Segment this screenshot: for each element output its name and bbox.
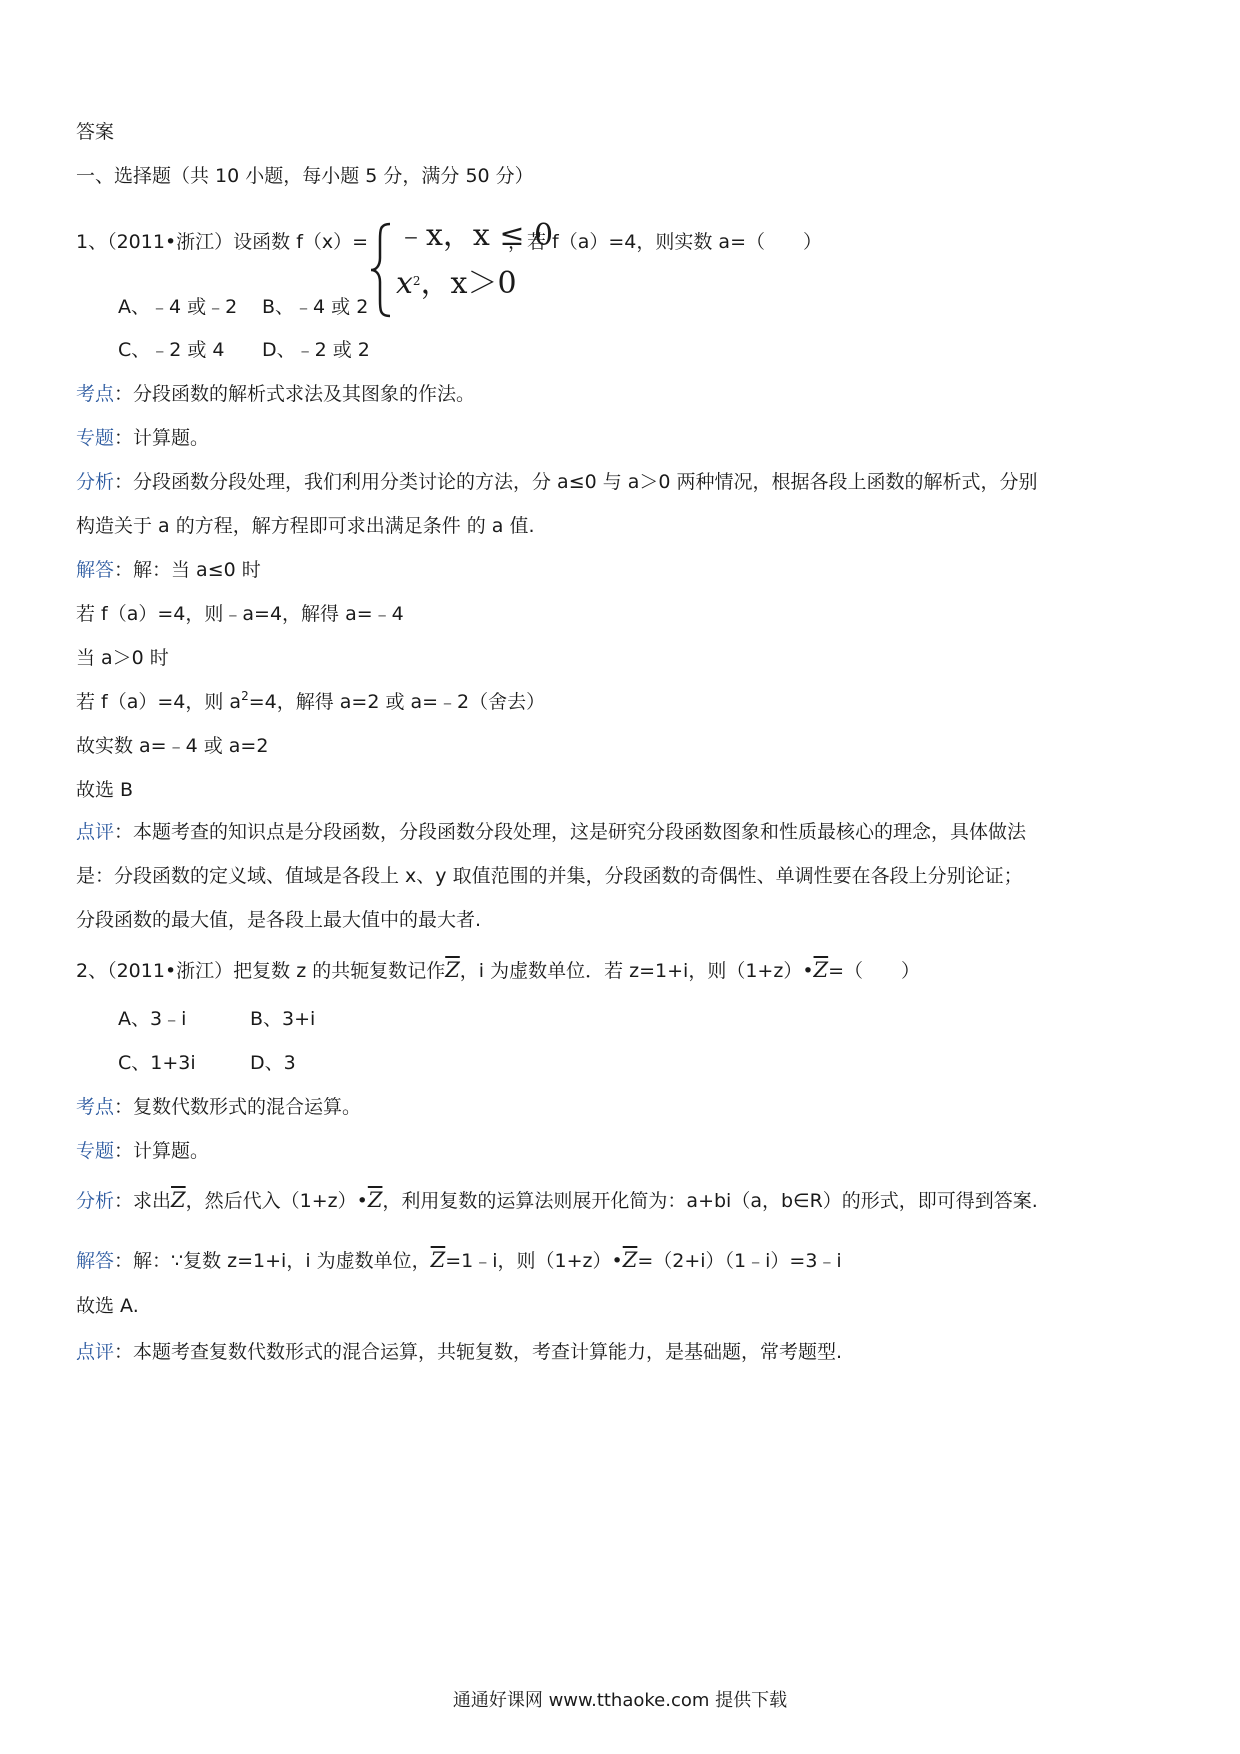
q1-step-1: 若 f（a）=4，则﹣a=4，解得 a=﹣4 [76,603,404,625]
q1-dianping-line2: 是：分段函数的定义域、值域是各段上 x、y 取值范围的并集，分段函数的奇偶性、单调性要在各段上分别论证； [76,865,1023,887]
q1-stem-after: ，若 f（a）=4，则实数 a=（ ） [508,231,822,253]
dianping-label: 点评 [76,821,115,843]
q1-step-3: 若 f（a）=4，则 $a^2=4$，解得 a=2 或 a=﹣2（舍去） [76,689,546,713]
q1-step-2: 当 a＞0 时 [76,647,169,669]
q1-option-a: A、﹣4 或﹣2 [118,296,238,318]
left-brace-icon [368,220,394,320]
q1-step-4: 故实数 a=﹣4 或 a=2 [76,735,269,757]
kaodian-label: 考点 [76,1096,115,1118]
q2-zhuanti: 专题：计算题。 [76,1140,210,1162]
q2-dianping: 点评：本题考查复数代数形式的混合运算，共轭复数，考查计算能力，是基础题，常考题型. [76,1341,843,1363]
q2-option-a: A、3﹣i [118,1008,187,1030]
q2-option-d: D、3 [250,1052,296,1074]
q2-fenxi: 分析：求出$\overline{Z}$，然后代入$(1+z)•\overline{Z}$，利用复数的运算法则展开化简为：a+bi（a，b∈R）的形式，即可得到答案. [76,1188,1038,1212]
q2-kaodian: 考点：复数代数形式的混合运算。 [76,1096,362,1118]
z-conjugate: $\overline{Z}$ [171,1188,186,1212]
q1-fenxi: 分析：分段函数分段处理，我们利用分类讨论的方法，分 a≤0 与 a＞0 两种情况，根据各段上函数的解析式，分别 [76,471,1038,493]
z-conjugate: $\overline{Z}$ [430,1248,446,1272]
q1-dianping: 点评：本题考查的知识点是分段函数，分段函数分段处理，这是研究分段函数图象和性质最核心的理念，具体做法 [76,821,1027,843]
q1-stem-before: 1、（2011•浙江）设函数 f（x）= [76,231,369,253]
fenxi-label: 分析 [76,471,115,493]
z-conjugate: $\overline{Z}$ [813,958,829,982]
q2-option-b: B、3+i [250,1008,316,1030]
q1-option-d: D、﹣2 或 2 [262,339,370,361]
kaodian-label: 考点 [76,383,115,405]
z-conjugate: $\overline{Z}$ [367,1188,383,1212]
q1-fenxi-line2: 构造关于 a 的方程，解方程即可求出满足条件 的 a 值. [76,515,535,537]
q2-jieda: 解答：解：∵复数 z=1+i，i 为虚数单位，$\overline{Z}=1﹣i$，则$(1+z)•\overline{Z}=(2+i)(1﹣i)=3﹣i$ [76,1248,842,1272]
q2-conclusion: 故选 A. [76,1295,139,1317]
jieda-label: 解答 [76,1250,115,1272]
q1-option-b: B、﹣4 或 2 [262,296,369,318]
zhuanti-label: 专题 [76,427,115,449]
q1-option-c: C、﹣2 或 4 [118,339,225,361]
z-conjugate: $\overline{Z}$ [622,1248,638,1272]
q1-step-5: 故选 B [76,779,134,801]
q1-dianping-line3: 分段函数的最大值，是各段上最大值中的最大者. [76,909,482,931]
page-footer: 通通好课网 www.tthaoke.com 提供下载 [452,1690,788,1711]
q1-jieda: 解答：解：当 a≤0 时 [76,559,261,581]
q1-piece-2-base: x [396,266,413,301]
q2-option-c: C、1+3i [118,1052,196,1074]
jieda-label: 解答 [76,559,115,581]
q1-piece-1: ﹣x，x ≤ 0 [396,218,554,253]
q1-piece-2-exp: 2 [412,274,421,288]
section-title: 一、选择题（共 10 小题，每小题 5 分，满分 50 分） [76,165,534,187]
z-conjugate: $\overline{Z}$ [445,958,460,982]
dianping-label: 点评 [76,1341,115,1363]
q1-zhuanti: 专题：计算题。 [76,427,210,449]
answer-heading: 答案 [76,121,115,143]
q2-stem: 2、（2011•浙江）把复数 z 的共轭复数记作$\overline{Z}$，i 为虚数单位．若 z=1+i，则$(1+z)•\overline{Z}=$（ ） [76,958,921,982]
q1-piece-2 [396,266,517,302]
fenxi-label: 分析 [76,1190,115,1212]
zhuanti-label: 专题 [76,1140,115,1162]
q1-kaodian: 考点：分段函数的解析式求法及其图象的作法。 [76,383,476,405]
q1-piece-2-rest: ，x＞0 [420,266,517,301]
